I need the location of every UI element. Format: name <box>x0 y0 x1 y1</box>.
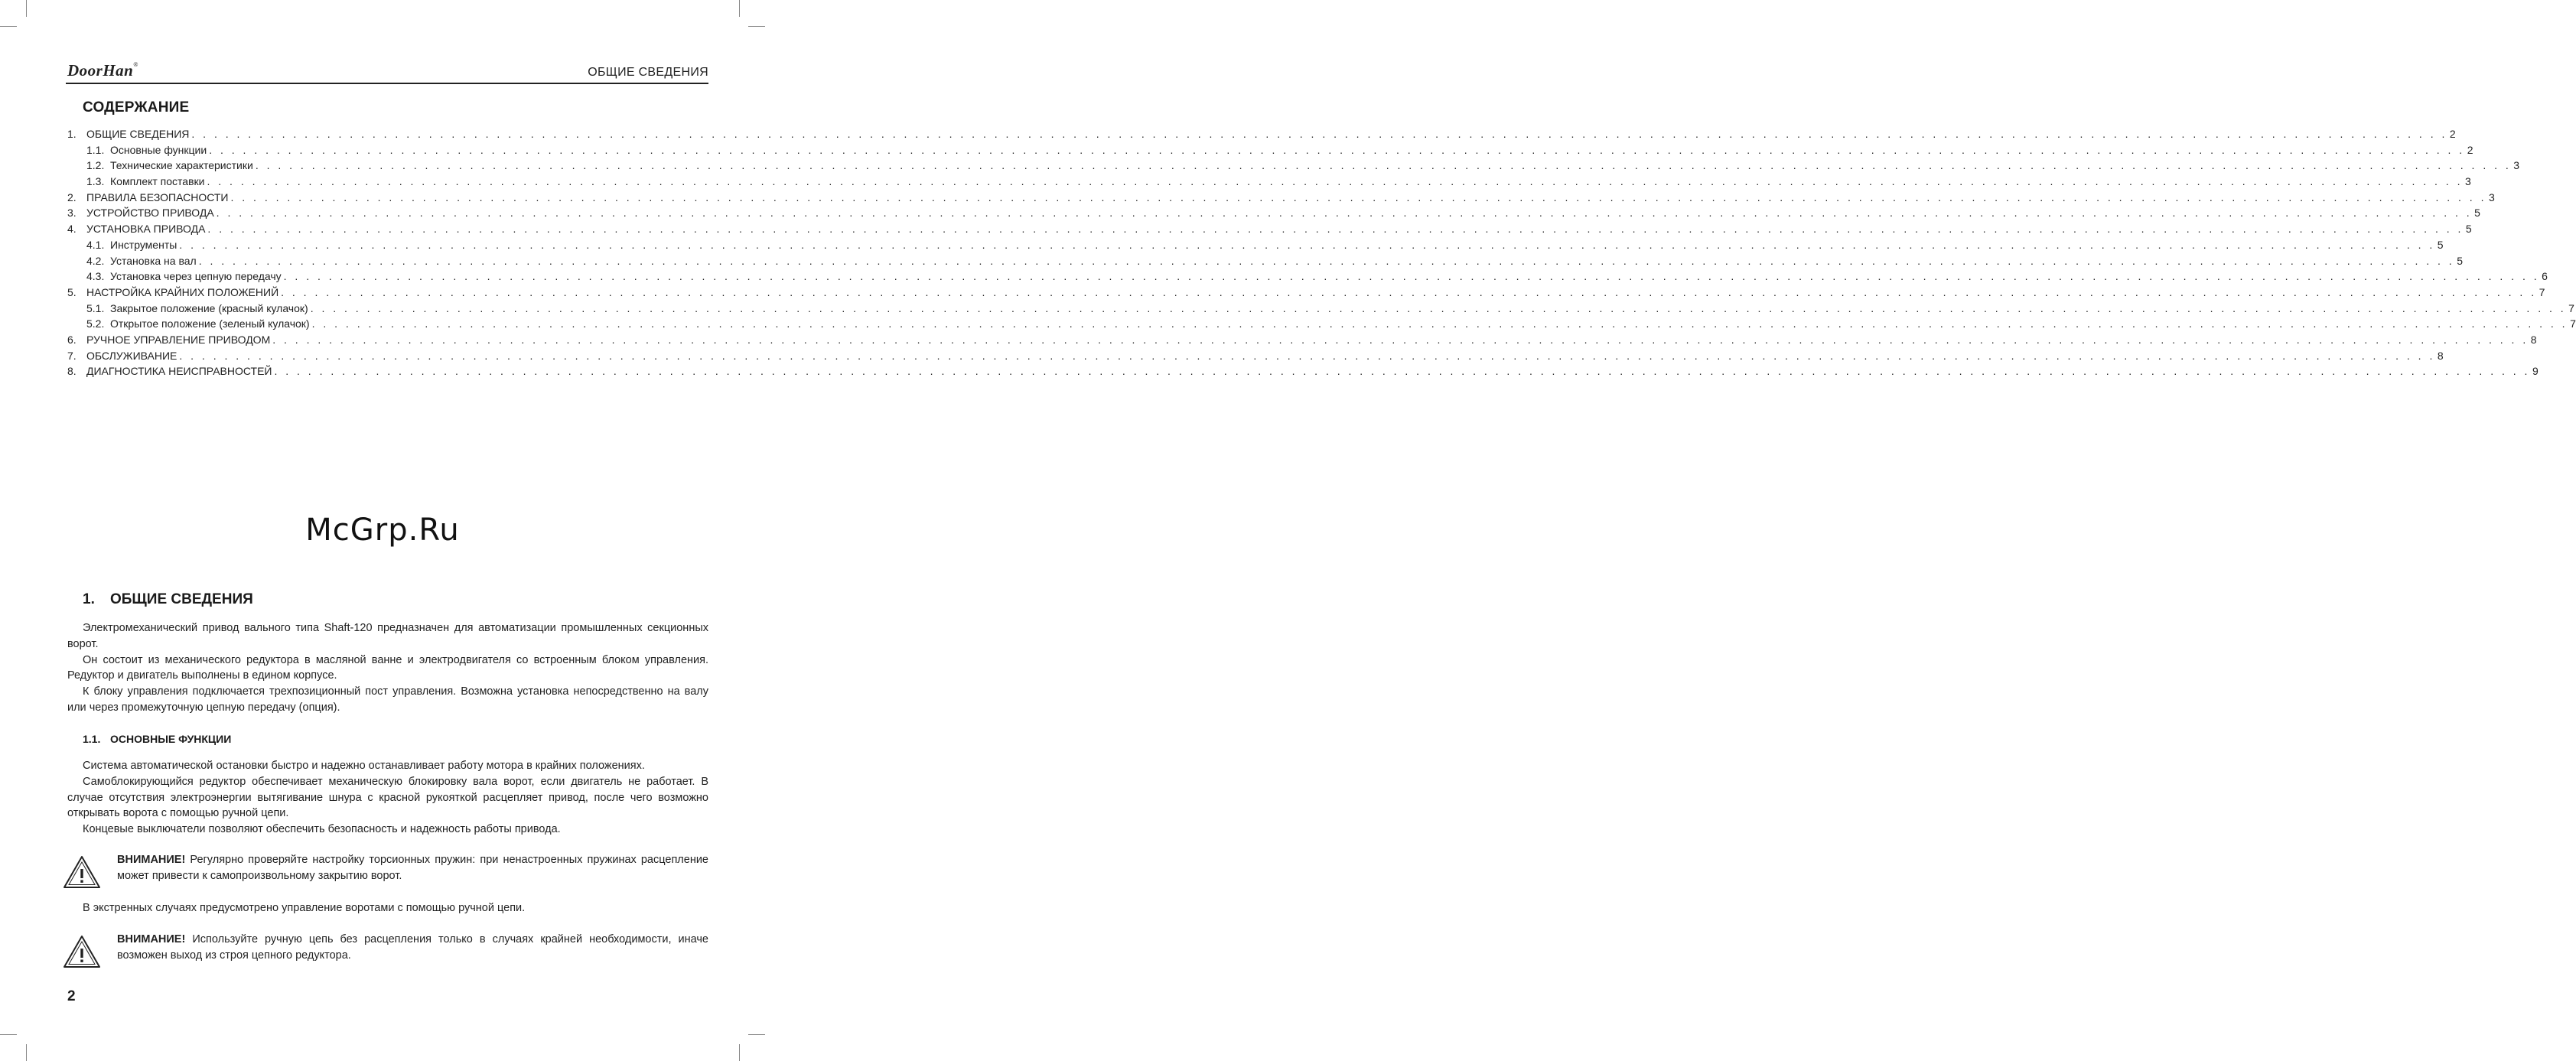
toc-entry-title: Комплект поставки <box>110 175 205 188</box>
toc-entry-number: 4.1. <box>86 238 105 251</box>
toc-entry-number: 1. <box>67 128 77 140</box>
subsection-title: ОСНОВНЫЕ ФУНКЦИИ <box>110 733 232 745</box>
toc-entry-page: 5 <box>2437 238 2444 251</box>
paragraph: К блоку управления подключается трехпозиционный пост управления. Возможна установка непосредственно на валу или через промежуточную цепную передачу (опция). <box>67 685 708 714</box>
toc-entry[interactable] <box>67 223 2472 239</box>
toc-entry[interactable] <box>67 285 2545 302</box>
toc-entry-page: 3 <box>2488 190 2495 203</box>
toc-entry-title: Технические характеристики <box>110 159 253 172</box>
toc-entry[interactable] <box>67 333 2537 350</box>
toc-entry-title: Установка на вал <box>110 254 197 267</box>
section-title: ОБЩИЕ СВЕДЕНИЯ <box>110 591 253 607</box>
table-of-contents <box>67 128 2576 381</box>
toc-entry-page: 3 <box>2513 159 2520 172</box>
section-number: 1. <box>83 591 95 607</box>
toc-entry-number: 6. <box>67 333 77 346</box>
warning-text <box>117 852 708 884</box>
crop-mark <box>748 26 765 27</box>
crop-mark <box>739 0 740 17</box>
toc-dot-leader: . . . . . . . . . . . . . . . . . . . . . . . . . . . . . . . . . . . . . . . . . . . . . . . . . . . . . . . . . . . . . . . . . . . . . . . . . . . . . . . . . . . . . . . . . . . . . . . . . . . . . . . . . . . . . . . . . . . . . . . . . . . . . . . . . . . . . . . . . . . . . . . . . . . . . . . . . . . . . . . . . . . . . . . . . . . . . . . . . . . . . . . . . . . . . . . . . . . . . . . . <box>209 143 2465 156</box>
brand-logo <box>67 61 138 80</box>
paragraph: Концевые выключатели позволяют обеспечить безопасность и надежность работы привода. <box>83 823 561 836</box>
warning-block <box>63 932 708 968</box>
crop-mark <box>26 1044 27 1061</box>
toc-entry-page: 3 <box>2464 175 2471 188</box>
toc-entry-number: 5. <box>67 285 77 298</box>
toc-entry-title: Установка через цепную передачу <box>110 270 282 283</box>
toc-dot-leader: . . . . . . . . . . . . . . . . . . . . . . . . . . . . . . . . . . . . . . . . . . . . . . . . . . . . . . . . . . . . . . . . . . . . . . . . . . . . . . . . . . . . . . . . . . . . . . . . . . . . . . . . . . . . . . . . . . . . . . . . . . . . . . . . . . . . . . . . . . . . . . . . . . . . . . . . . . . . . . . . . . . . . . . . . . . . . . . . . . . . . . . . . . . . . . . . . . . . . . . . <box>191 128 2447 140</box>
subsection-heading <box>83 733 231 745</box>
warning-block <box>63 852 708 889</box>
toc-entry-title: ДИАГНОСТИКА НЕИСПРАВНОСТЕЙ <box>86 365 272 378</box>
toc-entry-page: 8 <box>2437 349 2444 362</box>
warning-label: ВНИМАНИЕ! <box>117 854 186 866</box>
toc-dot-leader: . . . . . . . . . . . . . . . . . . . . . . . . . . . . . . . . . . . . . . . . . . . . . . . . . . . . . . . . . . . . . . . . . . . . . . . . . . . . . . . . . . . . . . . . . . . . . . . . . . . . . . . . . . . . . . . . . . . . . . . . . . . . . . . . . . . . . . . . . . . . . . . . . . . . . . . . . . . . . . . . . . . . . . . . . . . . . . . . . . . . . . . . . . . . . . . . . . . . . . . . <box>310 301 2567 314</box>
toc-entry[interactable] <box>67 143 2473 160</box>
watermark: McGrp.Ru <box>305 513 460 548</box>
toc-entry-page: 6 <box>2542 270 2548 283</box>
toc-entry[interactable] <box>67 238 2444 255</box>
toc-entry[interactable] <box>67 175 2471 191</box>
toc-entry-number: 1.3. <box>86 175 105 188</box>
toc-entry-number: 4.3. <box>86 270 105 283</box>
crop-mark <box>26 0 27 17</box>
toc-entry[interactable] <box>67 349 2444 366</box>
toc-dot-leader: . . . . . . . . . . . . . . . . . . . . . . . . . . . . . . . . . . . . . . . . . . . . . . . . . . . . . . . . . . . . . . . . . . . . . . . . . . . . . . . . . . . . . . . . . . . . . . . . . . . . . . . . . . . . . . . . . . . . . . . . . . . . . . . . . . . . . . . . . . . . . . . . . . . . . . . . . . . . . . . . . . . . . . . . . . . . . . . . . . . . . . . . . . . . . . . . . . . . . . . . <box>230 190 2486 203</box>
header-divider <box>66 83 708 84</box>
toc-entry[interactable] <box>67 159 2520 175</box>
toc-dot-leader: . . . . . . . . . . . . . . . . . . . . . . . . . . . . . . . . . . . . . . . . . . . . . . . . . . . . . . . . . . . . . . . . . . . . . . . . . . . . . . . . . . . . . . . . . . . . . . . . . . . . . . . . . . . . . . . . . . . . . . . . . . . . . . . . . . . . . . . . . . . . . . . . . . . . . . . . . . . . . . . . . . . . . . . . . . . . . . . . . . . . . . . . . . . . . . . . . . . . . . . . <box>255 159 2512 172</box>
toc-entry[interactable] <box>67 190 2495 207</box>
toc-entry-title: Открытое положение (зеленый кулачок) <box>110 317 310 330</box>
toc-dot-leader: . . . . . . . . . . . . . . . . . . . . . . . . . . . . . . . . . . . . . . . . . . . . . . . . . . . . . . . . . . . . . . . . . . . . . . . . . . . . . . . . . . . . . . . . . . . . . . . . . . . . . . . . . . . . . . . . . . . . . . . . . . . . . . . . . . . . . . . . . . . . . . . . . . . . . . . . . . . . . . . . . . . . . . . . . . . . . . . . . . . . . . . . . . . . . . . . . . . . . . . . <box>207 175 2463 188</box>
toc-dot-leader: . . . . . . . . . . . . . . . . . . . . . . . . . . . . . . . . . . . . . . . . . . . . . . . . . . . . . . . . . . . . . . . . . . . . . . . . . . . . . . . . . . . . . . . . . . . . . . . . . . . . . . . . . . . . . . . . . . . . . . . . . . . . . . . . . . . . . . . . . . . . . . . . . . . . . . . . . . . . . . . . . . . . . . . . . . . . . . . . . . . . . . . . . . . . . . . . . . . . . . . . <box>179 238 2435 251</box>
toc-entry-number: 4. <box>67 223 77 236</box>
toc-dot-leader: . . . . . . . . . . . . . . . . . . . . . . . . . . . . . . . . . . . . . . . . . . . . . . . . . . . . . . . . . . . . . . . . . . . . . . . . . . . . . . . . . . . . . . . . . . . . . . . . . . . . . . . . . . . . . . . . . . . . . . . . . . . . . . . . . . . . . . . . . . . . . . . . . . . . . . . . . . . . . . . . . . . . . . . . . . . . . . . . . . . . . . . . . . . . . . . . . . . . . . . . <box>272 333 2529 346</box>
warning-icon <box>63 935 101 968</box>
paragraph: В экстренных случаях предусмотрено управление воротами с помощью ручной цепи. <box>83 902 526 914</box>
toc-entry-page: 7 <box>2568 301 2574 314</box>
toc-dot-leader: . . . . . . . . . . . . . . . . . . . . . . . . . . . . . . . . . . . . . . . . . . . . . . . . . . . . . . . . . . . . . . . . . . . . . . . . . . . . . . . . . . . . . . . . . . . . . . . . . . . . . . . . . . . . . . . . . . . . . . . . . . . . . . . . . . . . . . . . . . . . . . . . . . . . . . . . . . . . . . . . . . . . . . . . . . . . . . . . . . . . . . . . . . . . . . . . . . . . . . . . <box>311 317 2568 330</box>
registered-mark: ® <box>133 61 138 68</box>
warning-label: ВНИМАНИЕ! <box>117 933 186 945</box>
paragraph: Он состоит из механического редуктора в масляной ванне и электродвигателя со встроенным блоком управления. Редуктор и двигатель выполнены в едином корпусе. <box>67 653 708 682</box>
toc-dot-leader: . . . . . . . . . . . . . . . . . . . . . . . . . . . . . . . . . . . . . . . . . . . . . . . . . . . . . . . . . . . . . . . . . . . . . . . . . . . . . . . . . . . . . . . . . . . . . . . . . . . . . . . . . . . . . . . . . . . . . . . . . . . . . . . . . . . . . . . . . . . . . . . . . . . . . . . . . . . . . . . . . . . . . . . . . . . . . . . . . . . . . . . . . . . . . . . . . . . . . . . . <box>274 365 2530 378</box>
toc-entry-title: УСТРОЙСТВО ПРИВОДА <box>86 207 214 220</box>
page-number: 2 <box>67 988 76 1004</box>
toc-entry-number: 7. <box>67 349 77 362</box>
toc-entry-page: 9 <box>2532 365 2539 378</box>
toc-entry[interactable] <box>67 270 2548 286</box>
toc-entry-number: 8. <box>67 365 77 378</box>
section-heading <box>83 591 253 608</box>
toc-entry-page: 7 <box>2539 285 2545 298</box>
toc-entry-title: Инструменты <box>110 238 177 251</box>
toc-entry-page: 8 <box>2530 333 2537 346</box>
toc-dot-leader: . . . . . . . . . . . . . . . . . . . . . . . . . . . . . . . . . . . . . . . . . . . . . . . . . . . . . . . . . . . . . . . . . . . . . . . . . . . . . . . . . . . . . . . . . . . . . . . . . . . . . . . . . . . . . . . . . . . . . . . . . . . . . . . . . . . . . . . . . . . . . . . . . . . . . . . . . . . . . . . . . . . . . . . . . . . . . . . . . . . . . . . . . . . . . . . . . . . . . . . . <box>283 270 2540 283</box>
toc-dot-leader: . . . . . . . . . . . . . . . . . . . . . . . . . . . . . . . . . . . . . . . . . . . . . . . . . . . . . . . . . . . . . . . . . . . . . . . . . . . . . . . . . . . . . . . . . . . . . . . . . . . . . . . . . . . . . . . . . . . . . . . . . . . . . . . . . . . . . . . . . . . . . . . . . . . . . . . . . . . . . . . . . . . . . . . . . . . . . . . . . . . . . . . . . . . . . . . . . . . . . . . . <box>281 285 2537 298</box>
toc-dot-leader: . . . . . . . . . . . . . . . . . . . . . . . . . . . . . . . . . . . . . . . . . . . . . . . . . . . . . . . . . . . . . . . . . . . . . . . . . . . . . . . . . . . . . . . . . . . . . . . . . . . . . . . . . . . . . . . . . . . . . . . . . . . . . . . . . . . . . . . . . . . . . . . . . . . . . . . . . . . . . . . . . . . . . . . . . . . . . . . . . . . . . . . . . . . . . . . . . . . . . . . . <box>179 349 2435 362</box>
subsection-body <box>67 758 708 838</box>
paragraph: Самоблокирующийся редуктор обеспечивает механическую блокировку вала ворот, если двигатель не работает. В случае отсутствия электроэнергии вытягивание шнура с красной рукояткой расцепляет привод, после чего возможно открывать ворота с помощью ручной цепи. <box>67 775 708 820</box>
toc-dot-leader: . . . . . . . . . . . . . . . . . . . . . . . . . . . . . . . . . . . . . . . . . . . . . . . . . . . . . . . . . . . . . . . . . . . . . . . . . . . . . . . . . . . . . . . . . . . . . . . . . . . . . . . . . . . . . . . . . . . . . . . . . . . . . . . . . . . . . . . . . . . . . . . . . . . . . . . . . . . . . . . . . . . . . . . . . . . . . . . . . . . . . . . . . . . . . . . . . . . . . . . . <box>207 223 2464 236</box>
toc-entry-title: ПРАВИЛА БЕЗОПАСНОСТИ <box>86 190 229 203</box>
toc-entry[interactable] <box>67 301 2574 318</box>
toc-entry-title: РУЧНОЕ УПРАВЛЕНИЕ ПРИВОДОМ <box>86 333 271 346</box>
toc-entry-number: 4.2. <box>86 254 105 267</box>
paragraph: Электромеханический привод вального типа Shaft-120 предназначен для автоматизации промышленных секционных ворот. <box>67 622 708 650</box>
toc-title: СОДЕРЖАНИЕ <box>83 99 190 116</box>
toc-entry-title: ОБЩИЕ СВЕДЕНИЯ <box>86 128 190 140</box>
section-body <box>67 620 708 716</box>
brand-logo-text: DoorHan <box>67 61 134 80</box>
toc-entry-title: ОБСЛУЖИВАНИЕ <box>86 349 177 362</box>
note-body <box>67 900 708 916</box>
warning-text <box>117 932 708 964</box>
toc-entry-number: 5.2. <box>86 317 105 330</box>
header-section-label: ОБЩИЕ СВЕДЕНИЯ <box>588 66 708 79</box>
toc-entry-title: НАСТРОЙКА КРАЙНИХ ПОЛОЖЕНИЙ <box>86 285 279 298</box>
warning-message: Используйте ручную цепь без расцепления только в случаях крайней необходимости, иначе возможен выход из строя цепного редуктора. <box>117 933 708 962</box>
toc-entry-number: 5.1. <box>86 301 105 314</box>
warning-message: Регулярно проверяйте настройку торсионных пружин: при ненастроенных пружинах расцепление может привести к самопроизвольному закрытию ворот. <box>117 854 709 882</box>
toc-entry-page: 2 <box>2449 128 2456 140</box>
toc-entry-number: 1.2. <box>86 159 105 172</box>
crop-mark <box>0 1034 17 1035</box>
crop-mark <box>0 26 17 27</box>
toc-entry-page: 2 <box>2467 143 2473 156</box>
toc-entry[interactable] <box>67 128 2456 144</box>
toc-entry-title: УСТАНОВКА ПРИВОДА <box>86 223 206 236</box>
toc-entry-page: 5 <box>2457 254 2463 267</box>
toc-entry-number: 1.1. <box>86 143 105 156</box>
toc-entry-page: 5 <box>2465 223 2472 236</box>
toc-entry-page: 5 <box>2474 207 2480 220</box>
crop-mark <box>748 1034 765 1035</box>
toc-entry[interactable] <box>67 317 2576 334</box>
warning-icon <box>63 855 101 889</box>
toc-entry-title: Основные функции <box>110 143 207 156</box>
toc-entry[interactable] <box>67 207 2480 223</box>
toc-entry-title: Закрытое положение (красный кулачок) <box>110 301 308 314</box>
toc-entry-page: 7 <box>2570 317 2576 330</box>
toc-entry[interactable] <box>67 254 2463 271</box>
toc-dot-leader: . . . . . . . . . . . . . . . . . . . . . . . . . . . . . . . . . . . . . . . . . . . . . . . . . . . . . . . . . . . . . . . . . . . . . . . . . . . . . . . . . . . . . . . . . . . . . . . . . . . . . . . . . . . . . . . . . . . . . . . . . . . . . . . . . . . . . . . . . . . . . . . . . . . . . . . . . . . . . . . . . . . . . . . . . . . . . . . . . . . . . . . . . . . . . . . . . . . . . . . . <box>216 207 2473 220</box>
paragraph: Система автоматической остановки быстро и надежно останавливает работу мотора в крайних положениях. <box>83 760 645 772</box>
toc-entry[interactable] <box>67 365 2539 381</box>
toc-entry-number: 2. <box>67 190 77 203</box>
toc-entry-number: 3. <box>67 207 77 220</box>
subsection-number: 1.1. <box>83 733 101 745</box>
toc-dot-leader: . . . . . . . . . . . . . . . . . . . . . . . . . . . . . . . . . . . . . . . . . . . . . . . . . . . . . . . . . . . . . . . . . . . . . . . . . . . . . . . . . . . . . . . . . . . . . . . . . . . . . . . . . . . . . . . . . . . . . . . . . . . . . . . . . . . . . . . . . . . . . . . . . . . . . . . . . . . . . . . . . . . . . . . . . . . . . . . . . . . . . . . . . . . . . . . . . . . . . . . . <box>198 254 2455 267</box>
crop-mark <box>739 1044 740 1061</box>
